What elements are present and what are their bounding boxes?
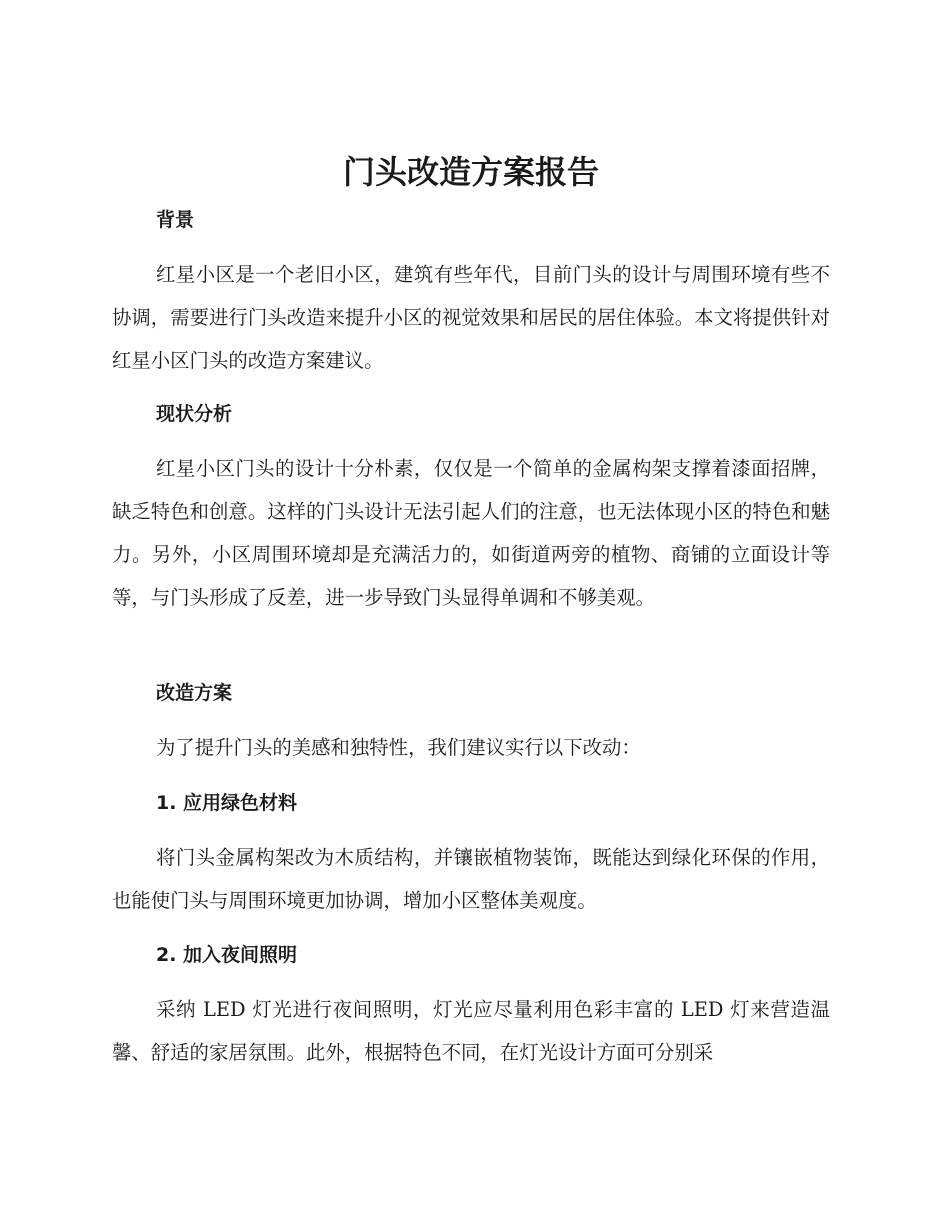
paragraph-plan-intro: 为了提升门头的美感和独特性，我们建议实行以下改动： bbox=[156, 736, 641, 759]
section-heading-status: 现状分析 bbox=[156, 403, 233, 425]
paragraph-status: 红星小区门头的设计十分朴素，仅仅是一个简单的金属构架支撑着漆面招牌，缺乏特色和创意。这样的门头设计无法引起人们的注意，也无法体现小区的特色和魅力。另外，小区周围环境却是充满活力的，如街道两旁的植物、商铺的立面设计等等，与门头形成了反差，进一步导致门头显得单调和不够美观。 bbox=[112, 457, 830, 609]
subheading-green-materials: 1. 应用绿色材料 bbox=[156, 792, 298, 814]
subheading-night-lighting: 2. 加入夜间照明 bbox=[156, 944, 298, 966]
document-title: 门头改造方案报告 bbox=[342, 153, 599, 191]
section-heading-plan: 改造方案 bbox=[156, 682, 233, 704]
section-heading-background: 背景 bbox=[156, 209, 195, 231]
paragraph-green-materials: 将门头金属构架改为木质结构，并镶嵌植物装饰，既能达到绿化环保的作用，也能使门头与周围环境更加协调，增加小区整体美观度。 bbox=[112, 846, 830, 912]
paragraph-background: 红星小区是一个老旧小区，建筑有些年代，目前门头的设计与周围环境有些不协调，需要进行门头改造来提升小区的视觉效果和居民的居住体验。本文将提供针对红星小区门头的改造方案建议。 bbox=[112, 263, 830, 372]
paragraph-night-lighting: 采纳 LED 灯光进行夜间照明，灯光应尽量利用色彩丰富的 LED 灯来营造温馨、舒适的家居氛围。此外，根据特色不同，在灯光设计方面可分别采 bbox=[112, 998, 830, 1064]
